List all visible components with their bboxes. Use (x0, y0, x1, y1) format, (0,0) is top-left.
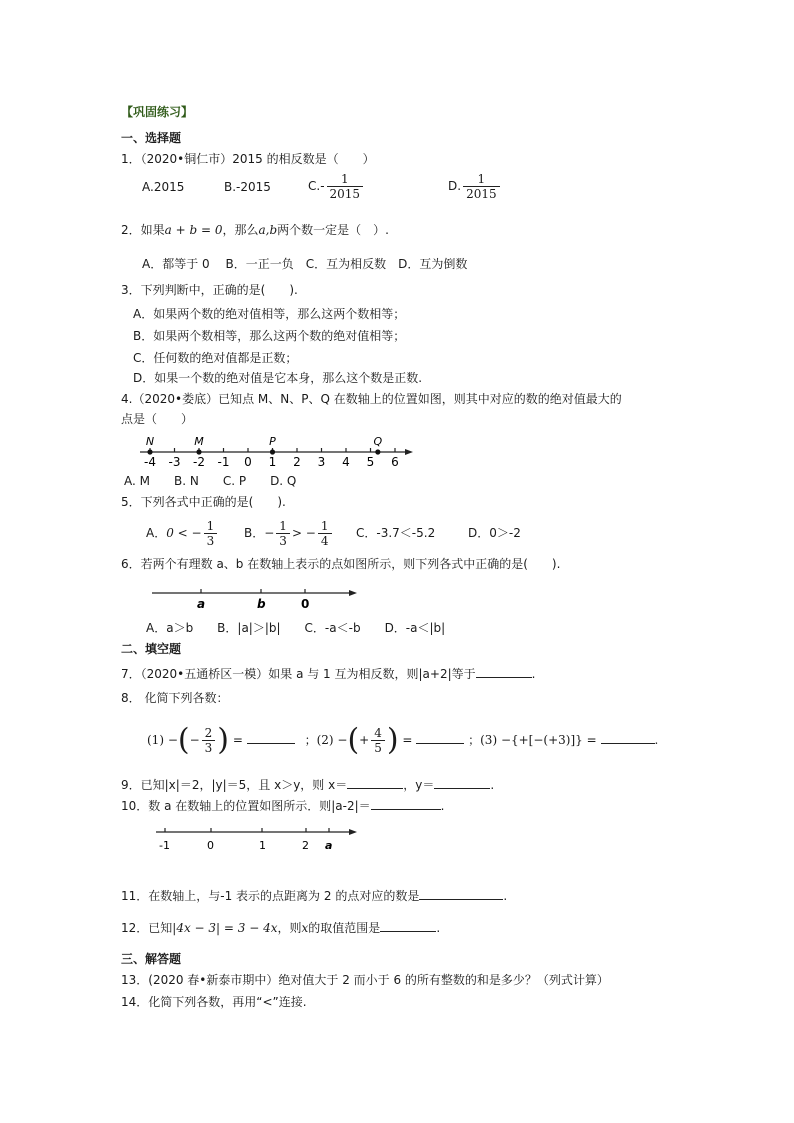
q10-tick-neg1: -1 (159, 839, 170, 852)
q8-blank-1[interactable] (247, 731, 295, 744)
q10-point-a: a (325, 839, 333, 852)
q5-b-fraction2: $\frac{1}{4}$ (318, 519, 332, 548)
q12-formula: |4x − 3| = 3 − 4x (172, 921, 278, 935)
q4-tick-label: 6 (391, 455, 399, 469)
q8-stem: 8． 化简下列各数： (121, 691, 229, 705)
q4-point-M (196, 449, 201, 454)
exercise-title: 【巩固练习】 (121, 105, 194, 119)
q4-stem-line2: 点是（ ） (121, 412, 194, 426)
q4-point-label: N (145, 435, 155, 448)
q5-b-fraction1: $\frac{1}{3}$ (276, 519, 290, 548)
q5-option-d: D．0＞-2 (468, 526, 521, 540)
q4-tick-label: 2 (293, 455, 301, 469)
q3-stem: 3．下列判断中，正确的是( ). (121, 283, 298, 297)
q1-option-d (448, 172, 502, 201)
q10-tick-0: 0 (207, 839, 214, 852)
q6-label-0: 0 (301, 597, 310, 611)
q4-tick-label: 0 (244, 455, 252, 469)
q6-label-a: a (197, 597, 206, 611)
q10-answer-blank[interactable] (371, 797, 441, 810)
q2-stem: 2．如果a + b = 0，那么a,b两个数一定是（ ）. (121, 223, 389, 237)
q6-label-b: b (257, 597, 266, 611)
q11-stem: 11．在数轴上，与-1 表示的点距离为 2 的点对应的数是 . (121, 889, 508, 903)
q10-tick-2: 2 (302, 839, 309, 852)
q4-stem-line1: 4.（2020•娄底）已知点 M、N、P、Q 在数轴上的位置如图，则其中对应的数的绝对值最大的 (121, 392, 622, 406)
q1-option-b: B.-2015 (224, 180, 271, 194)
q8-blank-2[interactable] (416, 731, 464, 744)
q4-tick-label: -1 (217, 455, 230, 469)
q8-fraction-2: $\frac{4}{5}$ (371, 726, 385, 755)
q3-option-d: D．如果一个数的绝对值是它本身，那么这个数是正数. (133, 371, 423, 385)
q1-c-prefix: C.- (308, 179, 325, 193)
q10-stem: 10．数 a 在数轴上的位置如图所示．则|a-2|＝ . (121, 799, 445, 813)
q4-point-label: Q (373, 435, 383, 448)
q2-options: A．都等于 0 B．一正一负 C．互为相反数 D．互为倒数 (142, 257, 468, 271)
q4-tick-label: 3 (317, 455, 326, 469)
q3-option-b: B．如果两个数相等，那么这两个数的绝对值相等； (133, 329, 406, 343)
q4-options: A. M B. N C. P D. Q (124, 474, 297, 488)
q4-tick-label: -4 (144, 455, 156, 469)
q3-option-a: A．如果两个数的绝对值相等，那么这两个数相等； (133, 307, 406, 321)
q1-option-a: A.2015 (142, 180, 185, 194)
q10-tick-1: 1 (259, 839, 266, 852)
q5-a-fraction: $\frac{1}{3}$ (204, 519, 218, 548)
q5-option-a: A．0 < − $\frac{1}{3}$ (146, 516, 219, 550)
section-fill: 二、填空题 (121, 642, 182, 656)
q4-tick-label: -2 (193, 455, 205, 469)
q8-expressions: (1) −(− $\frac{2}{3}$ ) = ；(2) −(+ $\frac{4}{5}$ ) = ；(3) −{+[−(+3)]} = . (147, 722, 659, 758)
q4-point-Q (375, 449, 380, 454)
q4-tick-label: 1 (268, 455, 277, 469)
q1-d-fraction: $\frac{1}{2015}$ (463, 172, 500, 201)
q9-blank-x[interactable] (347, 776, 403, 789)
q1-option-c (308, 172, 365, 201)
q4-tick-label: 5 (366, 455, 375, 469)
q4-point-label: P (269, 435, 276, 448)
q8-fraction-1: $\frac{2}{3}$ (202, 726, 216, 755)
q2-formula: a + b = 0 (164, 223, 223, 237)
q1-stem: 1．（2020•铜仁市）2015 的相反数是（ ） (121, 152, 375, 166)
q9-blank-y[interactable] (434, 776, 490, 789)
q1-d-prefix: D. (448, 179, 462, 193)
q4-axis-arrow (405, 449, 413, 455)
q5-option-b: B．− $\frac{1}{3}$ > − $\frac{1}{4}$ (244, 516, 334, 550)
q12-answer-blank[interactable] (380, 919, 436, 932)
q5-stem: 5．下列各式中正确的是( ). (121, 495, 286, 509)
q12-stem: 12．已知|4x − 3| = 3 − 4x，则x的取值范围是 . (121, 921, 441, 935)
section-choice: 一、选择题 (121, 131, 182, 145)
q14-stem: 14．化简下列各数，再用“<”连接. (121, 995, 307, 1009)
section-answer: 三、解答题 (121, 952, 182, 966)
q7-stem: 7．（2020•五通桥区一模）如果 a 与 1 互为相反数，则|a+2|等于 . (121, 667, 536, 681)
q9-stem: 9．已知|x|＝2，|y|＝5，且 x＞y，则 x＝ ，y＝ . (121, 778, 495, 792)
q4-tick-label: 4 (342, 455, 350, 469)
q5-option-c: C．-3.7＜-5.2 (356, 526, 436, 540)
q8-blank-3[interactable] (601, 731, 655, 744)
q4-point-N (147, 449, 152, 454)
q7-answer-blank[interactable] (476, 665, 532, 678)
q4-tick-label: -3 (168, 455, 181, 469)
q13-stem: 13．(2020 春•新泰市期中）绝对值大于 2 而小于 6 的所有整数的和是多少？（列式计算） (121, 973, 609, 987)
q4-point-P (270, 449, 275, 454)
q1-c-fraction: $\frac{1}{2015}$ (327, 172, 364, 201)
q6-stem: 6．若两个有理数 a、b 在数轴上表示的点如图所示，则下列各式中正确的是( ). (121, 557, 561, 571)
q3-option-c: C．任何数的绝对值都是正数； (133, 351, 298, 365)
q4-point-label: M (194, 435, 204, 448)
q6-options: A．a＞b B．|a|＞|b| C．-a＜-b D．-a＜|b| (146, 621, 446, 635)
q11-answer-blank[interactable] (419, 887, 503, 900)
